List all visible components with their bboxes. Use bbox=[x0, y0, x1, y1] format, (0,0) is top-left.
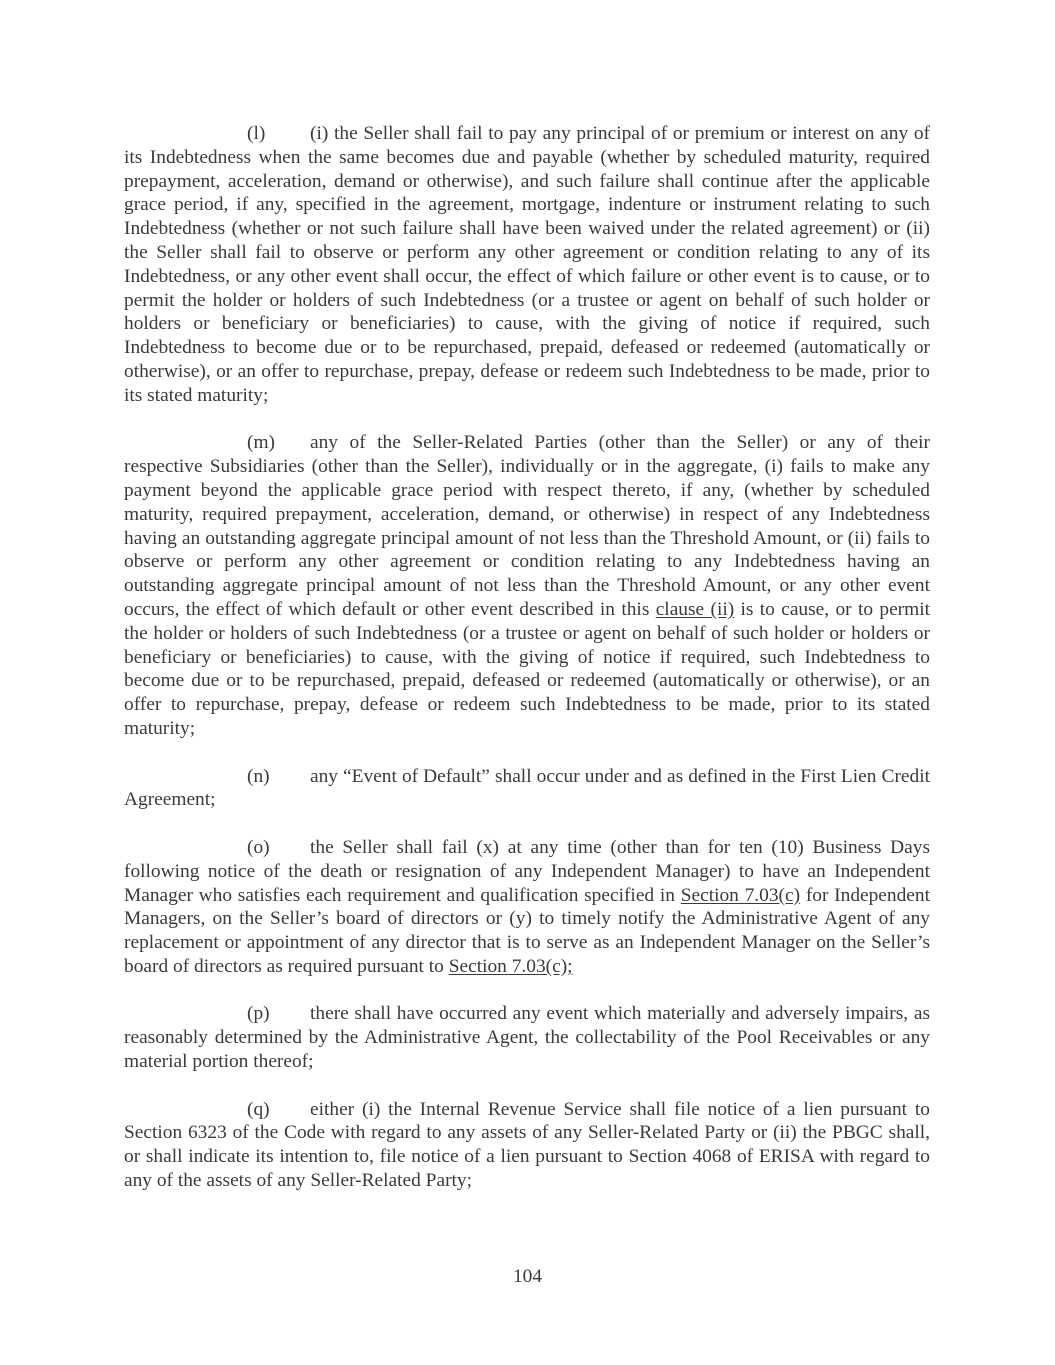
paragraph-text: (i) the Seller shall fail to pay any principal of or premium or interest on any of its Indebtedness when the same becomes due and payable (whether by scheduled maturity, required prepayment, acceleration, demand or otherwise), and such failure shall continue after the applicable grace period, if any, specified in the agreement, mortgage, indenture or instrument relating to such Indebtedness (whether or not such failure shall have been waived under the related agreement) or (ii) the Seller shall fail to observe or perform any other agreement or condition relating to any of its Indebtedness, or any other event shall occur, the effect of which failure or other event is to cause, or to permit the holder or holders of such Indebtedness (or a trustee or agent on behalf of such holder or holders or beneficiary or beneficiaries) to cause, with the giving of notice if required, such Indebtedness to become due or to be repurchased, prepaid, defeased or redeemed (automatically or otherwise), or an offer to repurchase, prepay, defease or redeem such Indebtedness to be made, prior to its stated maturity; bbox=[124, 123, 930, 406]
paragraph-q bbox=[124, 1098, 930, 1193]
paragraph-n bbox=[124, 765, 930, 813]
section-reference: Section 7.03(c); bbox=[448, 955, 573, 977]
paragraph-marker: (o) bbox=[247, 836, 270, 858]
paragraph-text: any “Event of Default” shall occur under and as defined in the First Lien Credit Agreement; bbox=[124, 765, 930, 811]
paragraph-marker: (l) bbox=[247, 123, 266, 144]
paragraph-text: the Seller shall fail (x) at any time (other than for ten (10) Business Days following notice of the death or resignation of any Independent Manager) to have an Independent Manager who satisfies each requirement and qualification specified in bbox=[124, 836, 930, 906]
paragraph-marker: (m) bbox=[247, 432, 275, 454]
paragraph-marker: (p) bbox=[247, 1003, 270, 1025]
clause-reference: clause (ii) bbox=[655, 598, 735, 620]
section-reference: Section 7.03(c) bbox=[680, 884, 801, 906]
paragraph-text: is to cause, or to permit the holder or holders of such Indebtedness (or a trustee or agent on behalf of such holder or holders or beneficiary or beneficiaries) to cause, with the giving of notice if required, such Indebtedness to become due or to be repurchased, prepaid, defeased or redeemed (automatically or otherwise), or an offer to repurchase, prepay, defease or redeem such Indebtedness to be made, prior to its stated maturity; bbox=[124, 598, 930, 739]
paragraph-text: for Independent Managers, on the Seller’s board of directors or (y) to timely notify the Administrative Agent of any replacement or appointment of any director that is to serve as an Independent Manager on the Seller’s board of directors as required pursuant to bbox=[124, 884, 930, 977]
page-number: 104 bbox=[512, 1266, 543, 1287]
paragraph-o bbox=[124, 836, 930, 979]
paragraph-marker: (n) bbox=[247, 765, 270, 787]
paragraph-p bbox=[124, 1002, 930, 1073]
paragraph-text: any of the Seller-Related Parties (other than the Seller) or any of their respective Subsidiaries (other than the Seller), individually or in the aggregate, (i) fails to make any payment beyond the applicable grace period with respect thereto, if any, (whether by scheduled maturity, required prepayment, acceleration, demand, or otherwise) in respect of any Indebtedness having an outstanding aggregate principal amount of not less than the Threshold Amount, or (ii) fails to observe or perform any other agreement or condition relating to any Indebtedness having an outstanding aggregate principal amount of not less than the Threshold Amount, or any other event occurs, the effect of which default or other event described in this bbox=[124, 432, 930, 620]
paragraph-text: either (i) the Internal Revenue Service shall file notice of a lien pursuant to Section 6323 of the Code with regard to any assets of any Seller-Related Party or (ii) the PBGC shall, or shall indicate its intention to, file notice of a lien pursuant to Section 4068 of ERISA with regard to any of the assets of any Seller-Related Party; bbox=[124, 1098, 930, 1192]
paragraph-l bbox=[124, 122, 930, 408]
paragraph-text: there shall have occurred any event which materially and adversely impairs, as reasonably determined by the Administrative Agent, the collectability of the Pool Receivables or any material portion thereof; bbox=[124, 1003, 930, 1073]
paragraph-m bbox=[124, 431, 930, 740]
paragraph-marker: (q) bbox=[247, 1098, 270, 1120]
